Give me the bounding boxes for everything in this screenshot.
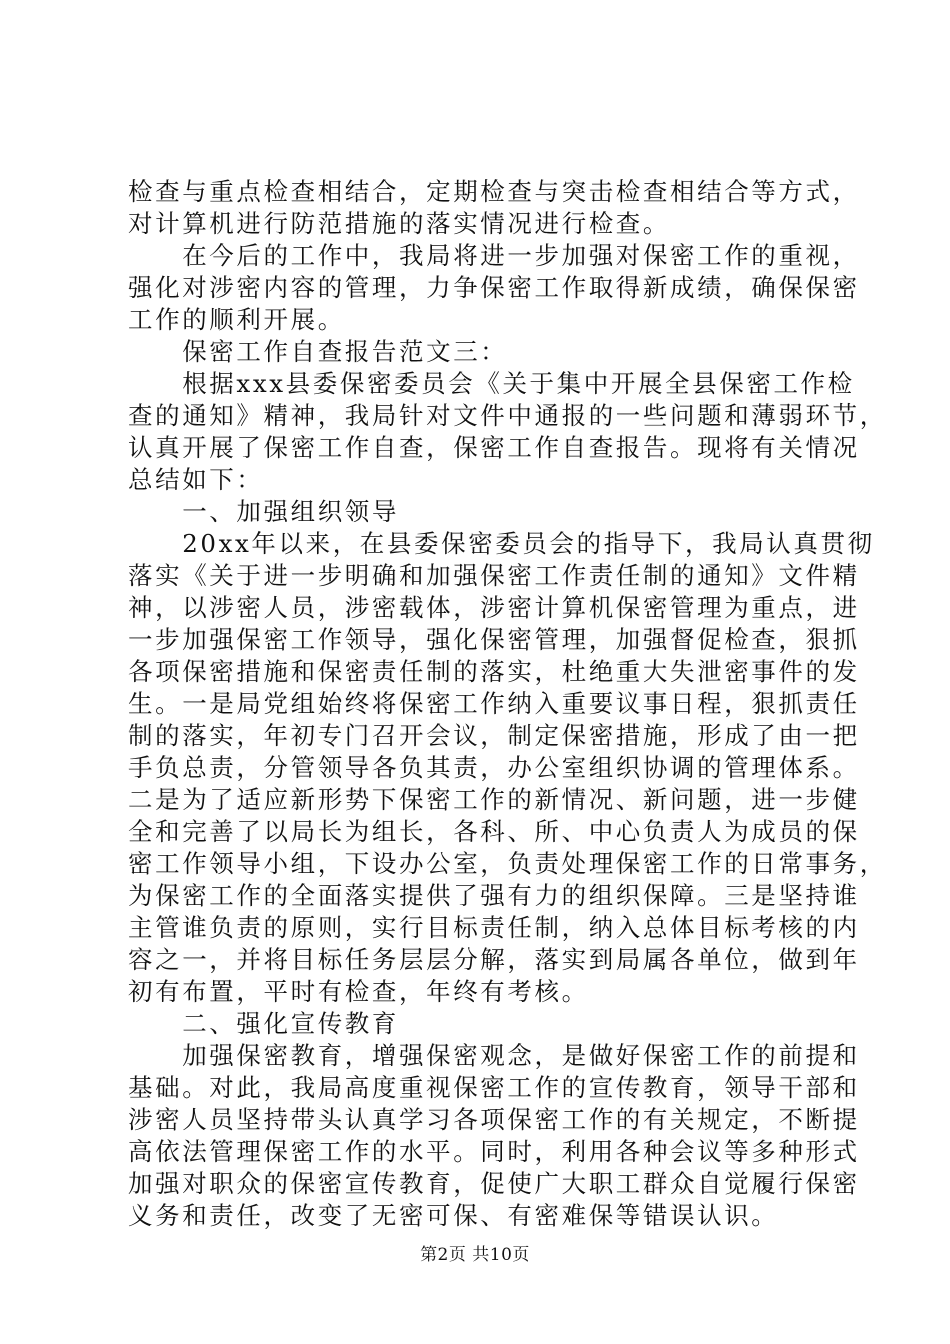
text-line: 基础。对此，我局高度重视保密工作的宣传教育，领导干部和 xyxy=(128,1073,860,1102)
text-line: 在今后的工作中，我局将进一步加强对保密工作的重视， xyxy=(128,241,860,270)
text-line: 总结如下： xyxy=(128,465,264,494)
text-line: 加强保密教育，增强保密观念，是做好保密工作的前提和 xyxy=(128,1041,860,1070)
text-line: 工作的顺利开展。 xyxy=(128,305,345,334)
text-line: 神，以涉密人员，涉密载体，涉密计算机保密管理为重点，进 xyxy=(128,593,860,622)
text-line: 主管谁负责的原则，实行目标责任制，纳入总体目标考核的内 xyxy=(128,913,860,942)
text-line: 根据xxx县委保密委员会《关于集中开展全县保密工作检 xyxy=(128,369,855,398)
text-line: 生。一是局党组始终将保密工作纳入重要议事日程，狠抓责任 xyxy=(128,689,860,718)
text-line: 容之一，并将目标任务层层分解，落实到局属各单位，做到年 xyxy=(128,945,860,974)
text-line: 认真开展了保密工作自查，保密工作自查报告。现将有关情况 xyxy=(128,433,860,462)
text-line: 各项保密措施和保密责任制的落实，杜绝重大失泄密事件的发 xyxy=(128,657,860,686)
text-line: 一、加强组织领导 xyxy=(128,497,399,526)
text-line: 一步加强保密工作领导，强化保密管理，加强督促检查，狠抓 xyxy=(128,625,860,654)
text-line: 对计算机进行防范措施的落实情况进行检查。 xyxy=(128,209,670,238)
page-footer: 第2页 共10页 xyxy=(420,1245,530,1265)
text-line: 制的落实，年初专门召开会议，制定保密措施，形成了由一把 xyxy=(128,721,860,750)
text-line: 为保密工作的全面落实提供了强有力的组织保障。三是坚持谁 xyxy=(128,881,860,910)
text-line: 手负总责，分管领导各负其责，办公室组织协调的管理体系。 xyxy=(128,753,860,782)
document-body xyxy=(128,176,887,1232)
text-line: 高依法管理保密工作的水平。同时，利用各种会议等多种形式 xyxy=(128,1137,860,1166)
text-line: 加强对职众的保密宣传教育，促使广大职工群众自觉履行保密 xyxy=(128,1169,860,1198)
text-line: 保密工作自查报告范文三： xyxy=(128,337,508,366)
text-line: 义务和责任，改变了无密可保、有密难保等错误认识。 xyxy=(128,1201,779,1230)
text-line: 全和完善了以局长为组长，各科、所、中心负责人为成员的保 xyxy=(128,817,860,846)
text-line: 二、强化宣传教育 xyxy=(128,1009,399,1038)
text-line: 初有布置，平时有检查，年终有考核。 xyxy=(128,977,589,1006)
text-line: 强化对涉密内容的管理，力争保密工作取得新成绩，确保保密 xyxy=(128,273,860,302)
text-line: 查的通知》精神，我局针对文件中通报的一些问题和薄弱环节， xyxy=(128,401,887,430)
text-line: 密工作领导小组，下设办公室，负责处理保密工作的日常事务， xyxy=(128,849,887,878)
text-line: 20xx年以来，在县委保密委员会的指导下，我局认真贯彻 xyxy=(128,529,875,558)
text-line: 落实《关于进一步明确和加强保密工作责任制的通知》文件精 xyxy=(128,561,860,590)
text-line: 检查与重点检查相结合，定期检查与突击检查相结合等方式， xyxy=(128,177,860,206)
text-line: 二是为了适应新形势下保密工作的新情况、新问题，进一步健 xyxy=(128,785,860,814)
text-line: 涉密人员坚持带头认真学习各项保密工作的有关规定，不断提 xyxy=(128,1105,860,1134)
